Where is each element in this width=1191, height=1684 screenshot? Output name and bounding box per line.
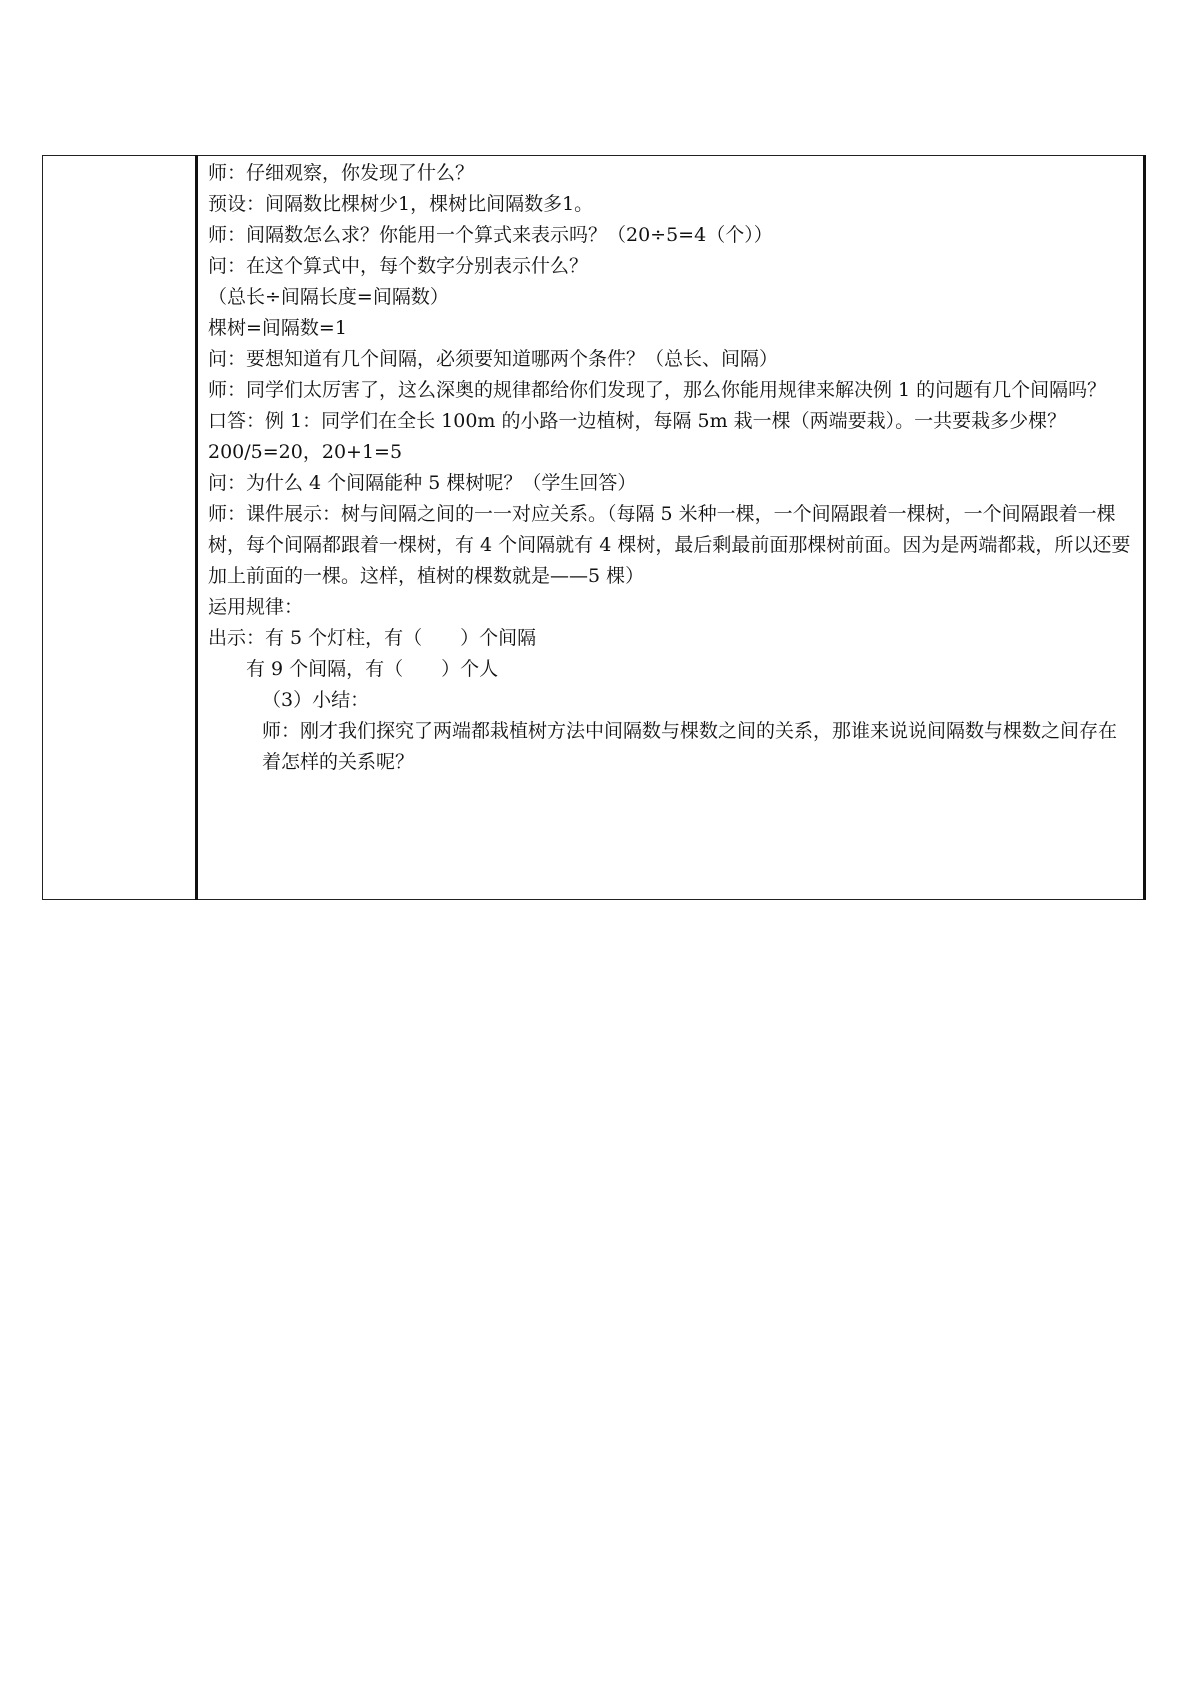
text-line: 棵树=间隔数=1 — [208, 317, 347, 339]
text-line: 师：刚才我们探究了两端都栽植树方法中间隔数与棵数之间的关系，那谁来说说间隔数与棵数之间存在着怎样的关系呢？ — [262, 720, 1118, 773]
text-line: 问：在这个算式中，每个数字分别表示什么？ — [208, 255, 589, 277]
text-line: 口答：例 1：同学们在全长 100m 的小路一边植树，每隔 5m 栽一棵（两端要栽）。一共要栽多少棵？ — [208, 410, 1067, 432]
text-line: 师：同学们太厉害了，这么深奥的规律都给你们发现了，那么你能用规律来解决例 1 的问题有几个间隔吗？ — [208, 379, 1107, 401]
text-line: 运用规律： — [208, 596, 304, 618]
text-line: 师：间隔数怎么求？你能用一个算式来表示吗？（20÷5=4（个）） — [208, 224, 773, 246]
content-cell — [197, 156, 1145, 900]
left-column-cell — [43, 156, 197, 900]
text-line: 有 9 个间隔，有（ ）个人 — [246, 658, 499, 680]
text-line: 问：为什么 4 个间隔能种 5 棵树呢？（学生回答） — [208, 472, 637, 494]
text-line: 出示：有 5 个灯柱，有（ ）个间隔 — [208, 627, 537, 649]
lesson-table — [42, 155, 1146, 900]
table-row — [43, 156, 1145, 900]
text-line: 师：课件展示：树与间隔之间的一一对应关系。（每隔 5 米种一棵，一个间隔跟着一棵树，一个间隔跟着一棵树，每个间隔都跟着一棵树，有 4 个间隔就有 4 棵树，最后剩最前面那棵树前面。因为是两端都栽，所以还要加上前面的一棵。这样，植树的棵数就是——5 棵） — [208, 503, 1131, 587]
text-line: （总长÷间隔长度=间隔数） — [208, 286, 449, 308]
section-heading: （3）小结： — [262, 689, 370, 711]
text-line: 200/5=20，20+1=5 — [208, 441, 403, 463]
text-line: 师：仔细观察，你发现了什么？ — [208, 162, 475, 184]
text-line: 问：要想知道有几个间隔，必须要知道哪两个条件？（总长、间隔） — [208, 348, 779, 370]
text-line: 预设：间隔数比棵树少1，棵树比间隔数多1。 — [208, 193, 594, 215]
